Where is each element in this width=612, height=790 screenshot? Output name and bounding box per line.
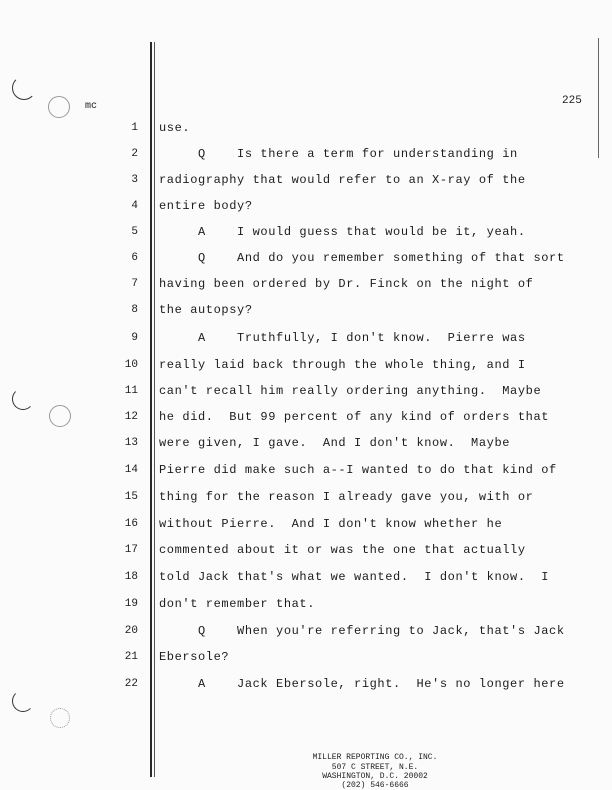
- line-number: 6: [131, 252, 138, 264]
- transcript-line: the autopsy?: [159, 303, 253, 317]
- transcript-line: can't recall him really ordering anything. Maybe: [159, 384, 542, 398]
- transcript-line: thing for the reason I already gave you, with or: [159, 490, 534, 504]
- transcript-line: entire body?: [159, 199, 253, 213]
- transcript-line: A I would guess that would be it, yeah.: [159, 225, 526, 239]
- punch-hole-top: [48, 96, 70, 118]
- line-number: 9: [131, 332, 138, 344]
- line-number: 1: [131, 122, 138, 134]
- transcript-line: A Jack Ebersole, right. He's no longer here: [159, 677, 565, 691]
- transcript-line: really laid back through the whole thing, and I: [159, 358, 526, 372]
- transcript-line: he did. But 99 percent of any kind of orders that: [159, 410, 550, 424]
- line-number: 10: [124, 359, 138, 371]
- transcript-line: having been ordered by Dr. Finck on the night of: [159, 277, 534, 291]
- transcript-line: use.: [159, 121, 191, 135]
- binding-mark-top: [12, 76, 36, 100]
- transcript-line: were given, I gave. And I don't know. Maybe: [159, 436, 511, 450]
- line-number: 4: [131, 200, 138, 212]
- transcript-line: don't remember that.: [159, 597, 316, 611]
- transcript-line: Pierre did make such a--I wanted to do that kind of: [159, 463, 557, 477]
- transcript-line: A Truthfully, I don't know. Pierre was: [159, 331, 526, 345]
- transcript-line: commented about it or was the one that actually: [159, 543, 526, 557]
- footer-street: 507 C STREET, N.E.: [331, 763, 419, 772]
- punch-hole-middle: [49, 405, 71, 427]
- line-number: 5: [131, 226, 138, 238]
- line-number: 20: [124, 625, 138, 637]
- line-number: 15: [124, 491, 138, 503]
- punch-hole-bottom: [50, 708, 70, 728]
- right-margin-rule: [598, 38, 599, 158]
- line-number: 8: [131, 304, 138, 316]
- footer-phone: (202) 546-6666: [341, 781, 409, 790]
- line-number: 7: [131, 278, 138, 290]
- transcript-line: Ebersole?: [159, 650, 230, 664]
- line-number: 21: [124, 651, 138, 663]
- left-margin-rule: [150, 42, 152, 777]
- transcript-line: radiography that would refer to an X-ray of the: [159, 173, 526, 187]
- reporter-initials: mc: [85, 101, 98, 112]
- transcript-line: Q And do you remember something of that sort: [159, 251, 565, 265]
- transcript-line: told Jack that's what we wanted. I don't know. I: [159, 570, 550, 584]
- line-number: 12: [124, 411, 138, 423]
- line-number: 2: [131, 148, 138, 160]
- footer-company: MILLER REPORTING CO., INC.: [312, 753, 438, 762]
- transcript-line: without Pierre. And I don't know whether he: [159, 517, 503, 531]
- binding-mark-middle: [12, 388, 34, 410]
- footer-city: WASHINGTON, D.C. 20002: [322, 772, 428, 781]
- line-number: 22: [124, 678, 138, 690]
- line-number: 17: [124, 544, 138, 556]
- line-number: 3: [131, 174, 138, 186]
- line-number: 19: [124, 598, 138, 610]
- transcript-line: Q When you're referring to Jack, that's Jack: [159, 624, 565, 638]
- binding-mark-bottom: [12, 690, 34, 712]
- line-number: 18: [124, 571, 138, 583]
- line-number: 16: [124, 518, 138, 530]
- line-number: 14: [124, 464, 138, 476]
- line-number: 13: [124, 437, 138, 449]
- transcript-line: Q Is there a term for understanding in: [159, 147, 518, 161]
- line-number: 11: [124, 385, 138, 397]
- page-number: 225: [562, 95, 582, 107]
- left-margin-rule-inner: [154, 42, 155, 777]
